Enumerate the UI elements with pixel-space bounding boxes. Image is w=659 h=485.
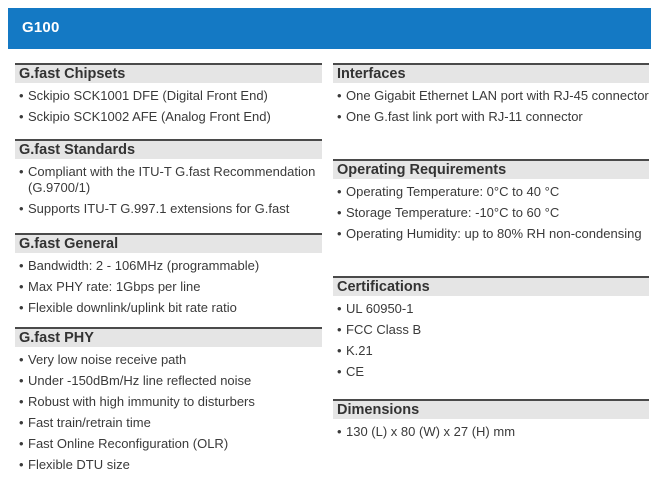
section-title: Interfaces — [333, 63, 649, 83]
section-title: G.fast General — [15, 233, 322, 253]
section-title: Dimensions — [333, 399, 649, 419]
section-title: Operating Requirements — [333, 159, 649, 179]
section-title: G.fast PHY — [15, 327, 322, 347]
section-standards — [15, 139, 322, 217]
list-item: • Sckipio SCK1001 DFE (Digital Front End) — [19, 88, 268, 103]
list-item: • 130 (L) x 80 (W) x 27 (H) mm — [337, 424, 516, 439]
list-item: • Fast Online Reconfiguration (OLR) — [19, 436, 229, 451]
section-operating-requirements — [333, 159, 649, 242]
list-item: • Compliant with the ITU-T G.fast Recommendation (G.9700/1) — [19, 164, 316, 195]
list-item: • Flexible downlink/uplink bit rate ratio — [19, 300, 237, 315]
page-title: G100 — [22, 19, 60, 36]
list-item: • Max PHY rate: 1Gbps per line — [19, 279, 201, 294]
list-item: • One G.fast link port with RJ-11 connector — [337, 109, 583, 124]
section-chipsets — [15, 63, 322, 125]
section-title: G.fast Chipsets — [15, 63, 322, 83]
list-item: • FCC Class B — [337, 322, 422, 337]
header-bar — [8, 8, 651, 49]
section-dimensions — [333, 399, 649, 440]
section-phy — [15, 327, 322, 473]
list-item: • Operating Humidity: up to 80% RH non-condensing — [337, 226, 642, 241]
list-item: • CE — [337, 364, 365, 379]
list-item: • Supports ITU-T G.997.1 extensions for G.fast — [19, 201, 290, 216]
section-general — [15, 233, 322, 316]
list-item: • Very low noise receive path — [19, 352, 187, 367]
section-title: Certifications — [333, 276, 649, 296]
list-item: • Robust with high immunity to disturbers — [19, 394, 255, 409]
list-item: • Sckipio SCK1002 AFE (Analog Front End) — [19, 109, 271, 124]
section-certifications — [333, 276, 649, 380]
list-item: • K.21 — [337, 343, 373, 358]
section-title: G.fast Standards — [15, 139, 322, 159]
section-interfaces — [333, 63, 649, 125]
list-item: • Bandwidth: 2 - 106MHz (programmable) — [19, 258, 260, 273]
list-item: • Under -150dBm/Hz line reflected noise — [19, 373, 252, 388]
list-item: • UL 60950-1 — [337, 301, 414, 316]
list-item: • Storage Temperature: -10°C to 60 °C — [337, 205, 560, 220]
list-item: • Flexible DTU size — [19, 457, 130, 472]
list-item: • Operating Temperature: 0°C to 40 °C — [337, 184, 560, 199]
list-item: • Fast train/retrain time — [19, 415, 151, 430]
list-item: • One Gigabit Ethernet LAN port with RJ-45 connector — [337, 88, 649, 103]
